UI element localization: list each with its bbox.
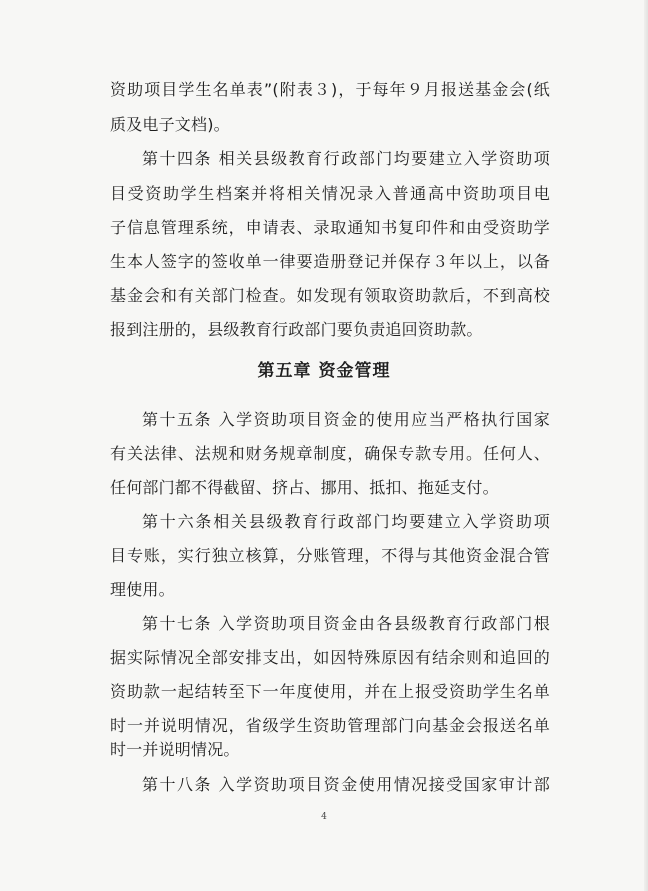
paragraph-line: 据实际情况全部安排支出，如因特殊原因有结余则和追回的	[110, 648, 550, 667]
article-18-line: 第十八条 入学资助项目资金使用情况接受国家审计部	[142, 775, 550, 794]
chapter-heading: 第五章 资金管理	[257, 361, 391, 381]
paragraph-line: 资助款一起结转至下一年度使用，并在上报受资助学生名单	[110, 682, 550, 701]
paragraph-line: 生本人签字的签收单一律要造册登记并保存３年以上，以备	[110, 252, 550, 271]
article-16-line: 第十六条相关县级教育行政部门均要建立入学资助项	[142, 512, 550, 531]
paragraph-line: 报到注册的，县级教育行政部门要负责追回资助款。	[110, 320, 483, 339]
paragraph-line: 时一并说明情况。	[110, 740, 240, 759]
scan-edge-shadow	[644, 0, 648, 891]
paragraph-line: 子信息管理系统，申请表、录取通知书复印件和由受资助学	[110, 218, 550, 237]
paragraph-line: 基金会和有关部门检查。如发现有领取资助款后，不到高校	[110, 286, 550, 305]
paragraph-line: 目受资助学生档案并将相关情况录入普通高中资助项目电	[110, 184, 550, 203]
page-number: 4	[321, 812, 327, 822]
paragraph-line: 时一并说明情况，省级学生资助管理部门向基金会报送名单	[110, 716, 550, 735]
article-14-line: 第十四条 相关县级教育行政部门均要建立入学资助项	[142, 149, 550, 168]
paragraph-line: 质及电子文档)。	[110, 115, 230, 134]
article-17-line: 第十七条 入学资助项目资金由各县级教育行政部门根	[142, 614, 550, 633]
paragraph-line: 理使用。	[110, 580, 175, 599]
paragraph-line: 任何部门都不得截留、挤占、挪用、抵扣、拖延支付。	[110, 478, 499, 497]
paragraph-line: 有关法律、法规和财务规章制度，确保专款专用。任何人、	[110, 444, 550, 463]
paragraph-line: 目专账，实行独立核算，分账管理，不得与其他资金混合管	[110, 546, 550, 565]
paragraph-line: 资助项目学生名单表”(附表３)，于每年９月报送基金会(纸	[110, 80, 550, 99]
article-15-line: 第十五条 入学资助项目资金的使用应当严格执行国家	[142, 410, 550, 429]
